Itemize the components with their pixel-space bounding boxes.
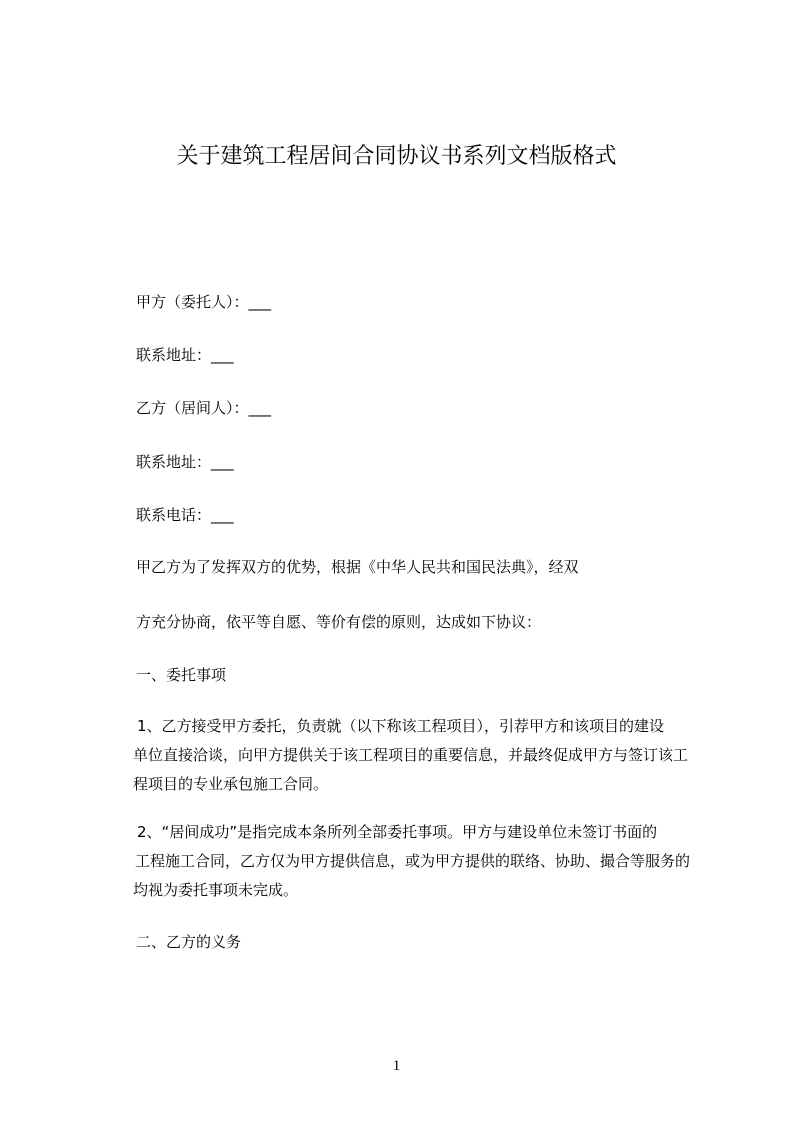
document-title: 关于建筑工程居间合同协议书系列文档版格式 [176, 144, 617, 169]
item-1-line-2: 单位直接洽谈，向甲方提供关于该工程项目的重要信息，并最终促成甲方与签订该工 [133, 746, 689, 764]
section-1-heading: 一、委托事项 [136, 666, 227, 684]
party-a-line: 甲方（委托人）：___ [136, 293, 272, 311]
party-a-address-line: 联系地址：___ [136, 346, 234, 364]
item-2-line-2: 工程施工合同，乙方仅为甲方提供信息，或为甲方提供的联络、协助、撮合等服务的 [135, 852, 691, 870]
item-1-paragraph [133, 712, 703, 799]
item-2-line-3: 均视为委托事项未完成。 [133, 881, 299, 899]
page-number: 1 [392, 1058, 401, 1074]
item-1-line-3: 程项目的专业承包施工合同。 [133, 775, 329, 793]
item-2-line-1: 2、“居间成功”是指完成本条所列全部委托事项。甲方与建设单位未签订书面的 [137, 823, 658, 841]
party-b-line: 乙方（居间人）：___ [136, 399, 272, 417]
item-1-line-1: 1、乙方接受甲方委托，负责就（以下称该工程项目），引荐甲方和该项目的建设 [137, 717, 665, 735]
intro-line-1: 甲乙方为了发挥双方的优势，根据《中华人民共和国民法典》，经双 [136, 558, 579, 576]
party-b-phone-line: 联系电话：___ [136, 506, 234, 524]
section-2-heading: 二、乙方的义务 [136, 933, 242, 951]
intro-line-2: 方充分协商，依平等自愿、等价有偿的原则，达成如下协议： [136, 613, 542, 631]
party-b-address-line: 联系地址：___ [136, 453, 234, 471]
item-2-paragraph [133, 818, 703, 905]
